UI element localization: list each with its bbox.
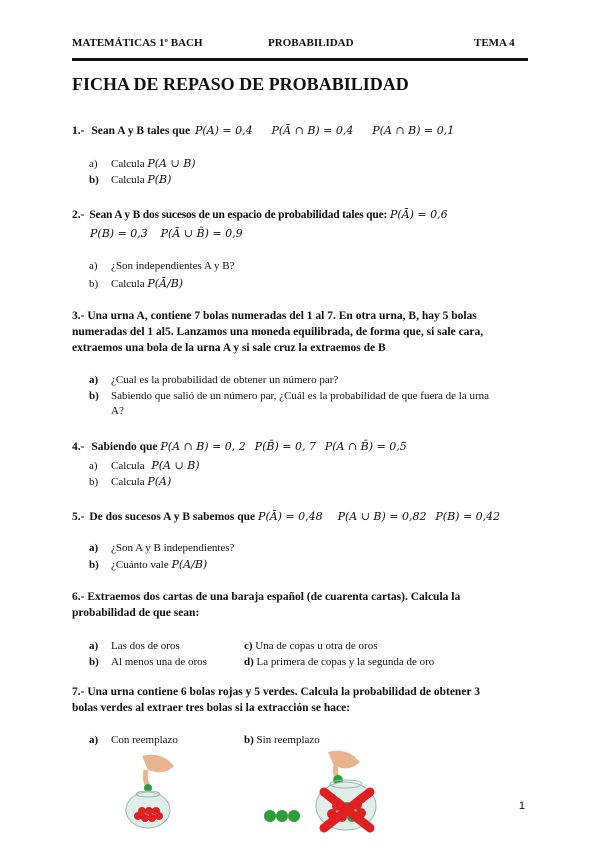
q4-item-a xyxy=(89,459,200,472)
q6-b-label: b) xyxy=(89,656,99,668)
q3-line-2: numeradas del 1 al5. Lanzamos una moneda equilibrada, de forma que, si sale cara, xyxy=(72,326,484,338)
jar-with-replacement-illustration xyxy=(112,752,184,832)
q4-b-math: P(A) xyxy=(147,475,172,488)
q2-math-2: P(B) = 0,3 xyxy=(90,227,148,240)
green-ball-icon xyxy=(276,810,288,822)
q5-item-b xyxy=(89,558,207,571)
header-topic: PROBABILIDAD xyxy=(268,37,354,49)
question-5 xyxy=(72,510,500,523)
q3-b-text-2: A? xyxy=(111,405,124,417)
q6-item-c xyxy=(244,640,377,652)
q6-line-1: 6.- Extraemos dos cartas de una baraja español (de cuarenta cartas). Calcula la xyxy=(72,591,461,603)
question-4 xyxy=(72,440,407,453)
q4-a-math: P(A ∪ B) xyxy=(151,459,200,472)
q1-math-2: P(Ā ∩ B) = 0,4 xyxy=(271,124,354,137)
q3-b-label: b) xyxy=(89,390,99,402)
q4-number: 4.- xyxy=(72,441,85,453)
q1-b-math: P(B) xyxy=(147,173,172,186)
hand-icon xyxy=(328,751,360,769)
q4-b-label: b) xyxy=(89,476,99,488)
q2-b-math: P(Ā/B) xyxy=(147,277,184,290)
page-title: FICHA DE REPASO DE PROBABILIDAD xyxy=(72,74,409,94)
q2-a-text: ¿Son independientes A y B? xyxy=(111,260,235,272)
q6-c-label: c) xyxy=(244,640,253,652)
green-ball-icon xyxy=(288,810,300,822)
red-ball-icon xyxy=(141,814,149,822)
q6-d-text: La primera de copas y la segunda de oro xyxy=(256,656,435,668)
q1-b-label: b) xyxy=(89,174,99,186)
q5-math-3: P(B) = 0,42 xyxy=(435,510,501,523)
q5-b-math: P(A/B) xyxy=(171,558,208,571)
q2-math-1: P(Ā) = 0,6 xyxy=(389,208,448,221)
q6-item-d xyxy=(244,656,434,668)
q2-b-text: Calcula xyxy=(111,278,145,290)
q1-a-text: Calcula xyxy=(111,158,145,170)
q3-line-3: extraemos una bola de la urna A y si sale cruz la extraemos de B xyxy=(72,342,386,354)
q7-b-label: b) xyxy=(244,734,254,746)
q1-text: Sean A y B tales que xyxy=(91,125,191,137)
question-2-cont xyxy=(90,227,243,240)
q3-line-1: 3.- Una urna A, contiene 7 bolas numeradas del 1 al 7. En otra urna, B, hay 5 bolas xyxy=(72,310,477,322)
q5-a-text: ¿Son A y B independientes? xyxy=(111,542,235,554)
q1-math-3: P(A ∩ B) = 0,1 xyxy=(372,124,455,137)
q2-math-3: P(Ā ∪ B̄) = 0,9 xyxy=(160,227,243,240)
q4-item-b xyxy=(89,475,171,488)
q5-b-text: ¿Cuánto vale xyxy=(111,559,169,571)
q7-item-b xyxy=(244,734,320,746)
q4-math-2: P(B̄) = 0, 7 xyxy=(254,440,316,453)
q4-math-1: P(A ∩ B) = 0, 2 xyxy=(160,440,246,453)
red-ball-icon xyxy=(138,807,146,815)
q4-math-3: P(A ∩ B̄) = 0,5 xyxy=(324,440,407,453)
q6-item-b xyxy=(89,656,207,668)
red-ball-icon xyxy=(148,814,156,822)
q7-item-a xyxy=(89,734,178,746)
q6-c-text: Una de copas u otra de oros xyxy=(255,640,378,652)
q3-item-a xyxy=(89,374,338,386)
q4-a-label: a) xyxy=(89,460,98,472)
q5-b-label: b) xyxy=(89,559,99,571)
q1-item-b xyxy=(89,173,171,186)
q6-a-text: Las dos de oros xyxy=(111,640,180,652)
header-course: MATEMÁTICAS 1º BACH xyxy=(72,37,203,49)
q1-item-a xyxy=(89,157,196,170)
q3-item-b xyxy=(89,390,489,402)
finger-icon xyxy=(145,770,148,786)
page-number: 1 xyxy=(518,800,525,812)
q6-b-text: Al menos una de oros xyxy=(111,656,207,668)
q3-a-text: ¿Cual es la probabilidad de obtener un número par? xyxy=(111,374,339,386)
q1-a-label: a) xyxy=(89,158,98,170)
red-ball-icon xyxy=(152,807,160,815)
q7-line-2: bolas verdes al extraer tres bolas si la extracción se hace: xyxy=(72,702,351,714)
hand-icon xyxy=(142,755,174,773)
q1-number: 1.- xyxy=(72,125,85,137)
q6-d-label: d) xyxy=(244,656,254,668)
q2-text: Sean A y B dos sucesos de un espacio de probabilidad tales que: xyxy=(89,209,388,221)
q5-number: 5.- xyxy=(72,511,85,523)
q7-b-text: Sin reemplazo xyxy=(256,734,320,746)
q2-item-a xyxy=(89,260,234,272)
q6-a-label: a) xyxy=(89,640,99,652)
q3-a-label: a) xyxy=(89,374,99,386)
header-unit: TEMA 4 xyxy=(474,37,515,49)
q7-line-1: 7.- Una urna contiene 6 bolas rojas y 5 verdes. Calcula la probabilidad de obtener 3 xyxy=(72,686,480,698)
red-ball-icon xyxy=(145,807,153,815)
q5-text: De dos sucesos A y B sabemos que xyxy=(89,511,256,523)
q7-a-text: Con reemplazo xyxy=(111,734,178,746)
q6-item-a xyxy=(89,640,180,652)
q5-math-1: P(Ā) = 0,48 xyxy=(258,510,323,523)
q4-text: Sabiendo que xyxy=(91,441,158,453)
q4-a-text: Calcula xyxy=(111,460,145,472)
q2-b-label: b) xyxy=(89,278,99,290)
q2-a-label: a) xyxy=(89,260,98,272)
q2-number: 2.- xyxy=(72,209,85,221)
q5-math-2: P(A ∪ B) = 0,82 xyxy=(337,510,427,523)
header-rule xyxy=(72,58,528,61)
q6-line-2: probabilidad de que sean: xyxy=(72,607,200,619)
q2-item-b xyxy=(89,277,183,290)
q1-b-text: Calcula xyxy=(111,174,145,186)
q5-item-a xyxy=(89,542,234,554)
q7-a-label: a) xyxy=(89,734,99,746)
question-2 xyxy=(72,208,448,221)
question-1 xyxy=(72,124,454,137)
jar-without-replacement-illustration xyxy=(258,750,388,834)
q1-a-math: P(A ∪ B) xyxy=(147,157,196,170)
q5-a-label: a) xyxy=(89,542,99,554)
q4-b-text: Calcula xyxy=(111,476,145,488)
q1-math-1: P(A) = 0,4 xyxy=(194,124,253,137)
green-ball-icon xyxy=(264,810,276,822)
q3-b-text-1: Sabiendo que salió de un número par, ¿Cuál es la probabilidad de que fuera de la urna xyxy=(111,390,490,402)
